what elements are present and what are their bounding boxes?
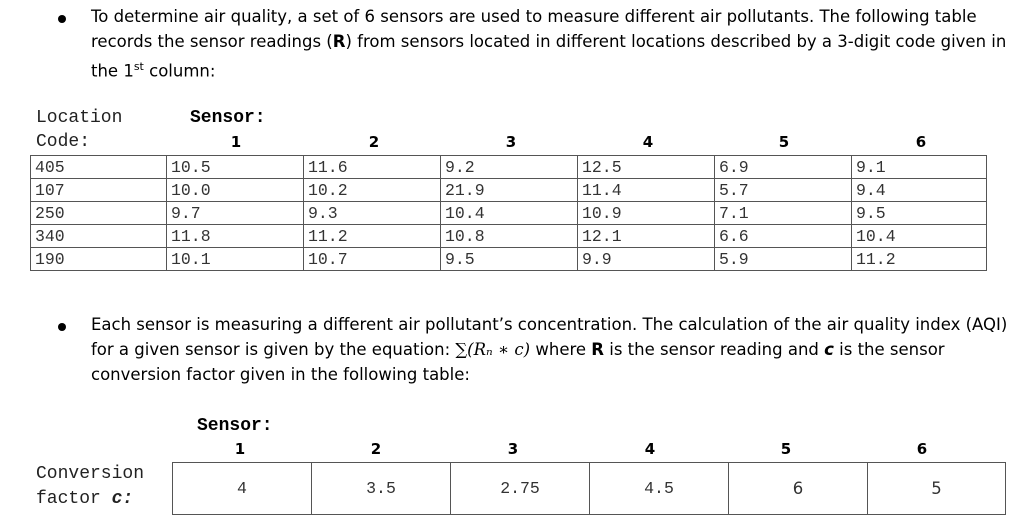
factor-cell: 5 (868, 463, 1006, 515)
factors-sensor-4: 4 (644, 440, 656, 458)
factors-sensor-2: 2 (370, 440, 382, 458)
factor-cell: 2.75 (451, 463, 590, 515)
reading-cell: 9.2 (441, 156, 578, 179)
reading-cell: 11.6 (304, 156, 441, 179)
aqi-R: R (591, 340, 605, 359)
aqi-text-3: is the sensor reading and (604, 340, 825, 359)
table-row (31, 179, 987, 202)
location-label-2: Code: (36, 132, 91, 152)
factors-sensor-5: 5 (780, 440, 792, 458)
table-row (173, 463, 1006, 515)
reading-cell: 9.1 (852, 156, 987, 179)
intro-text-3: column: (143, 61, 216, 81)
reading-cell: 9.9 (578, 248, 715, 271)
aqi-text-2: where (530, 340, 592, 359)
readings-sensor-3: 3 (505, 133, 517, 151)
conversion-label-1: Conversion (36, 464, 145, 484)
factor-cell: 3.5 (312, 463, 451, 515)
reading-cell: 6.6 (715, 225, 852, 248)
reading-cell: 10.7 (304, 248, 441, 271)
reading-cell: 5.9 (715, 248, 852, 271)
readings-sensor-5: 5 (778, 133, 790, 151)
table-row (31, 248, 987, 271)
reading-cell: 6.9 (715, 156, 852, 179)
reading-cell: 9.7 (167, 202, 304, 225)
reading-cell: 10.2 (304, 179, 441, 202)
reading-cell: 10.4 (441, 202, 578, 225)
table-row (31, 225, 987, 248)
reading-cell: 5.7 (715, 179, 852, 202)
readings-table (30, 155, 987, 271)
location-label-1: Location (36, 108, 123, 128)
reading-cell: 10.1 (167, 248, 304, 271)
reading-cell: 9.4 (852, 179, 987, 202)
aqi-text-4: is the sensor conversion factor given in the following table: (91, 340, 945, 384)
conversion-label-c: c: (111, 489, 134, 509)
location-code: 250 (31, 202, 167, 225)
reading-cell: 10.9 (578, 202, 715, 225)
reading-cell: 11.4 (578, 179, 715, 202)
aqi-paragraph (91, 312, 1008, 387)
reading-cell: 10.4 (852, 225, 987, 248)
location-code: 340 (31, 225, 167, 248)
factors-sensor-1: 1 (234, 440, 246, 458)
factors-sensor-3: 3 (507, 440, 519, 458)
conversion-label-2 (36, 489, 133, 509)
location-code: 190 (31, 248, 167, 271)
readings-sensor-label: Sensor: (190, 108, 266, 128)
readings-sensor-1: 1 (230, 133, 242, 151)
intro-R: R (332, 32, 346, 51)
reading-cell: 9.3 (304, 202, 441, 225)
factors-sensor-6: 6 (916, 440, 928, 458)
reading-cell: 9.5 (441, 248, 578, 271)
reading-cell: 11.2 (852, 248, 987, 271)
table-row (31, 156, 987, 179)
reading-cell: 7.1 (715, 202, 852, 225)
reading-cell: 11.2 (304, 225, 441, 248)
reading-cell: 21.9 (441, 179, 578, 202)
location-code: 405 (31, 156, 167, 179)
factor-cell: 6 (729, 463, 868, 515)
intro-bullet (58, 4, 1008, 84)
location-code: 107 (31, 179, 167, 202)
factor-cell: 4.5 (590, 463, 729, 515)
aqi-bullet (58, 312, 1008, 387)
intro-paragraph (91, 4, 1008, 84)
reading-cell: 12.5 (578, 156, 715, 179)
intro-text-2: ) from sensors located in different locations described by a 3-digit code given in the 1 (91, 32, 1007, 81)
intro-text-1: To determine air quality, a set of 6 sensors are used to measure different air pollutants. The following table records the sensor readings ( (91, 7, 977, 51)
factor-cell: 4 (173, 463, 312, 515)
factors-sensor-label: Sensor: (197, 416, 273, 436)
intro-superscript: st (133, 60, 144, 73)
conversion-label-factor: factor (36, 489, 112, 509)
table-row (31, 202, 987, 225)
factors-table (172, 462, 1006, 515)
bullet-dot (58, 15, 66, 23)
readings-sensor-6: 6 (915, 133, 927, 151)
aqi-equation: ∑(Rₙ ∗ c) (455, 340, 531, 359)
reading-cell: 10.8 (441, 225, 578, 248)
aqi-c: c (824, 340, 834, 359)
aqi-text-1: Each sensor is measuring a different air pollutant’s concentration. The calculation of the air quality index (AQI) for a given sensor is given by the equation: (91, 315, 1008, 359)
reading-cell: 10.5 (167, 156, 304, 179)
readings-sensor-2: 2 (368, 133, 380, 151)
reading-cell: 10.0 (167, 179, 304, 202)
reading-cell: 9.5 (852, 202, 987, 225)
bullet-dot (58, 323, 66, 331)
reading-cell: 11.8 (167, 225, 304, 248)
reading-cell: 12.1 (578, 225, 715, 248)
readings-sensor-4: 4 (642, 133, 654, 151)
